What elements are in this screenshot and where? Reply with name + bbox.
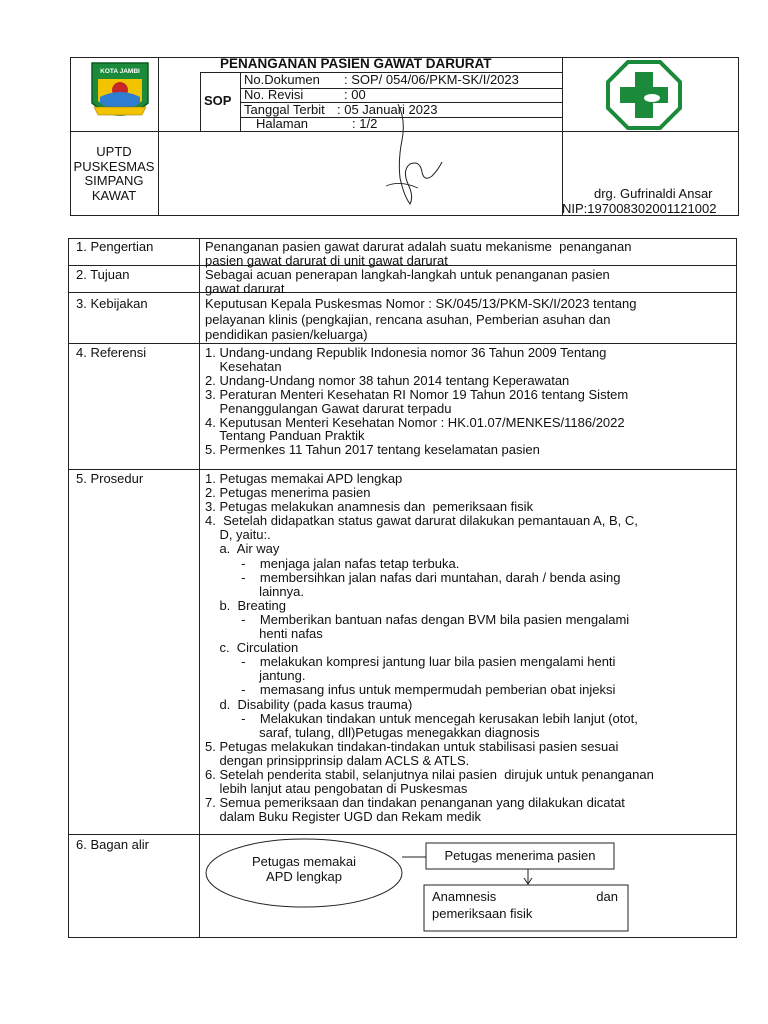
- list-item: - Melakukan tindakan untuk mencegah kerusakan lebih lanjut (otot,: [205, 710, 638, 726]
- list-item: lainnya.: [205, 583, 304, 599]
- text-line: Penanganan pasien gawat darurat adalah suatu mekanisme penanganan: [205, 239, 632, 254]
- list-item: jantung.: [205, 668, 306, 684]
- list-item: - menjaga jalan nafas tetap terbuka.: [205, 555, 460, 571]
- list-item: henti nafas: [205, 626, 323, 642]
- kota-jambi-logo: [84, 57, 156, 129]
- flow-box-text: dan: [596, 889, 618, 904]
- tujuan-text: [205, 268, 733, 295]
- org-line: PUSKESMAS: [73, 158, 155, 174]
- list-item: dengan prinsipprinsip dalam ACLS & ATLS.: [205, 752, 470, 768]
- flowchart: [200, 835, 736, 937]
- referensi-list: [205, 346, 733, 457]
- kebijakan-text: [205, 296, 733, 343]
- flow-oval-text: Petugas memakai: [251, 854, 357, 869]
- list-item: saraf, tulang, dll)Petugas menegakkan diagnosis: [205, 724, 540, 740]
- list-item: 3. Petugas melakukan anamnesis dan pemeriksaan fisik: [205, 499, 534, 515]
- meta-value: : 00: [344, 87, 366, 102]
- organization-name: [70, 145, 158, 203]
- section-label: 4. Referensi: [76, 345, 147, 360]
- list-item: 4. Keputusan Menteri Kesehatan Nomor : HK.01.07/MENKES/1186/2022: [205, 414, 625, 430]
- list-item: 2. Undang-Undang nomor 38 tahun 2014 tentang Keperawatan: [205, 372, 570, 388]
- org-line: UPTD: [96, 144, 132, 159]
- section-label: 3. Kebijakan: [76, 296, 148, 311]
- flow-box-text: Anamnesis: [432, 889, 497, 904]
- signature: [380, 100, 450, 210]
- section-label: 1. Pengertian: [76, 239, 154, 254]
- list-item: 1. Petugas memakai APD lengkap: [205, 471, 403, 486]
- text-line: gawat darurat: [205, 280, 285, 296]
- list-item: 3. Peraturan Menteri Kesehatan RI Nomor 19 Tahun 2016 tentang Sistem: [205, 386, 629, 402]
- pengertian-text: [205, 240, 733, 267]
- meta-label: No. Revisi: [244, 87, 304, 102]
- list-item: 5. Permenkes 11 Tahun 2017 tentang keselamatan pasien: [205, 442, 540, 458]
- list-item: b. Breating: [205, 597, 286, 613]
- list-item: d. Disability (pada kasus trauma): [205, 696, 413, 712]
- header-divider: [158, 57, 159, 216]
- flow-box-text: Petugas menerima pasien: [444, 848, 596, 863]
- section-label: 6. Bagan alir: [76, 837, 149, 852]
- list-item: 2. Petugas menerima pasien: [205, 485, 371, 501]
- list-item: 6. Setelah penderita stabil, selanjutnya nilai pasien dirujuk untuk penanganan: [205, 766, 654, 782]
- prosedur-list: [205, 472, 733, 824]
- text-line: pasien gawat darurat di unit gawat darurat: [205, 252, 448, 268]
- list-item: - Memberikan bantuan nafas dengan BVM bila pasien mengalami: [205, 611, 630, 627]
- section-label: 5. Prosedur: [76, 471, 144, 486]
- text-line: pelayanan klinis (pengkajian, rencana asuhan, Pemberian asuhan dan: [205, 311, 611, 327]
- table-divider: [68, 469, 737, 470]
- meta-label: Halaman: [256, 116, 309, 131]
- flow-oval-text: APD lengkap: [266, 869, 342, 884]
- meta-value: : 05 Januari 2023: [337, 102, 438, 117]
- sop-label: SOP: [204, 93, 232, 108]
- text-line: pendidikan pasien/keluarga): [205, 327, 368, 342]
- list-item: Penanggulangan Gawat darurat terpadu: [205, 400, 452, 416]
- logo-text: KOTA JAMBI: [100, 68, 140, 75]
- list-item: a. Air way: [205, 541, 280, 557]
- list-item: - memasang infus untuk mempermudah pemberian obat injeksi: [205, 682, 616, 698]
- text-line: Sebagai acuan penerapan langkah-langkah untuk penanganan pasien: [205, 267, 610, 282]
- flow-box-text: pemeriksaan fisik: [432, 906, 533, 921]
- list-item: - melakukan kompresi jantung luar bila pasien mengalami henti: [205, 654, 616, 670]
- puskesmas-logo: [606, 60, 682, 130]
- header-divider: [200, 72, 201, 131]
- header-divider: [562, 57, 563, 216]
- list-item: 7. Semua pemeriksaan dan tindakan penanganan yang dilakukan dicatat: [205, 795, 625, 811]
- list-item: - membersihkan jalan nafas dari muntahan, darah / benda asing: [205, 569, 621, 585]
- list-item: 4. Setelah didapatkan status gawat darurat dilakukan pemantauan A, B, C,: [205, 513, 638, 529]
- org-line: SIMPANG: [84, 173, 144, 188]
- list-item: 1. Undang-undang Republik Indonesia nomor 36 Tahun 2009 Tentang: [205, 345, 607, 360]
- list-item: Tentang Panduan Praktik: [205, 428, 365, 444]
- meta-value: : SOP/ 054/06/PKM-SK/I/2023: [344, 72, 519, 87]
- list-item: lebih lanjut atau pengobatan di Puskesmas: [205, 781, 468, 797]
- meta-value: : 1/2: [352, 116, 378, 131]
- section-label: 2. Tujuan: [76, 267, 130, 282]
- list-item: Kesehatan: [205, 358, 282, 374]
- meta-label: Tanggal Terbit: [244, 102, 325, 117]
- list-item: dalam Buku Register UGD dan Rekam medik: [205, 809, 481, 825]
- list-item: c. Circulation: [205, 640, 299, 656]
- signer-nip: NIP:197008302001121002: [562, 201, 717, 216]
- table-divider: [68, 343, 737, 344]
- text-line: Keputusan Kepala Puskesmas Nomor : SK/045/13/PKM-SK/I/2023 tentang: [205, 296, 637, 311]
- document-title: PENANGANAN PASIEN GAWAT DARURAT: [220, 56, 492, 71]
- list-item: 5. Petugas melakukan tindakan-tindakan untuk stabilisasi pasien sesuai: [205, 738, 619, 754]
- signer-name: drg. Gufrinaldi Ansar: [594, 186, 713, 201]
- meta-label: No.Dokumen: [244, 72, 320, 87]
- org-line: KAWAT: [91, 187, 137, 203]
- list-item: D, yaitu:.: [205, 527, 271, 543]
